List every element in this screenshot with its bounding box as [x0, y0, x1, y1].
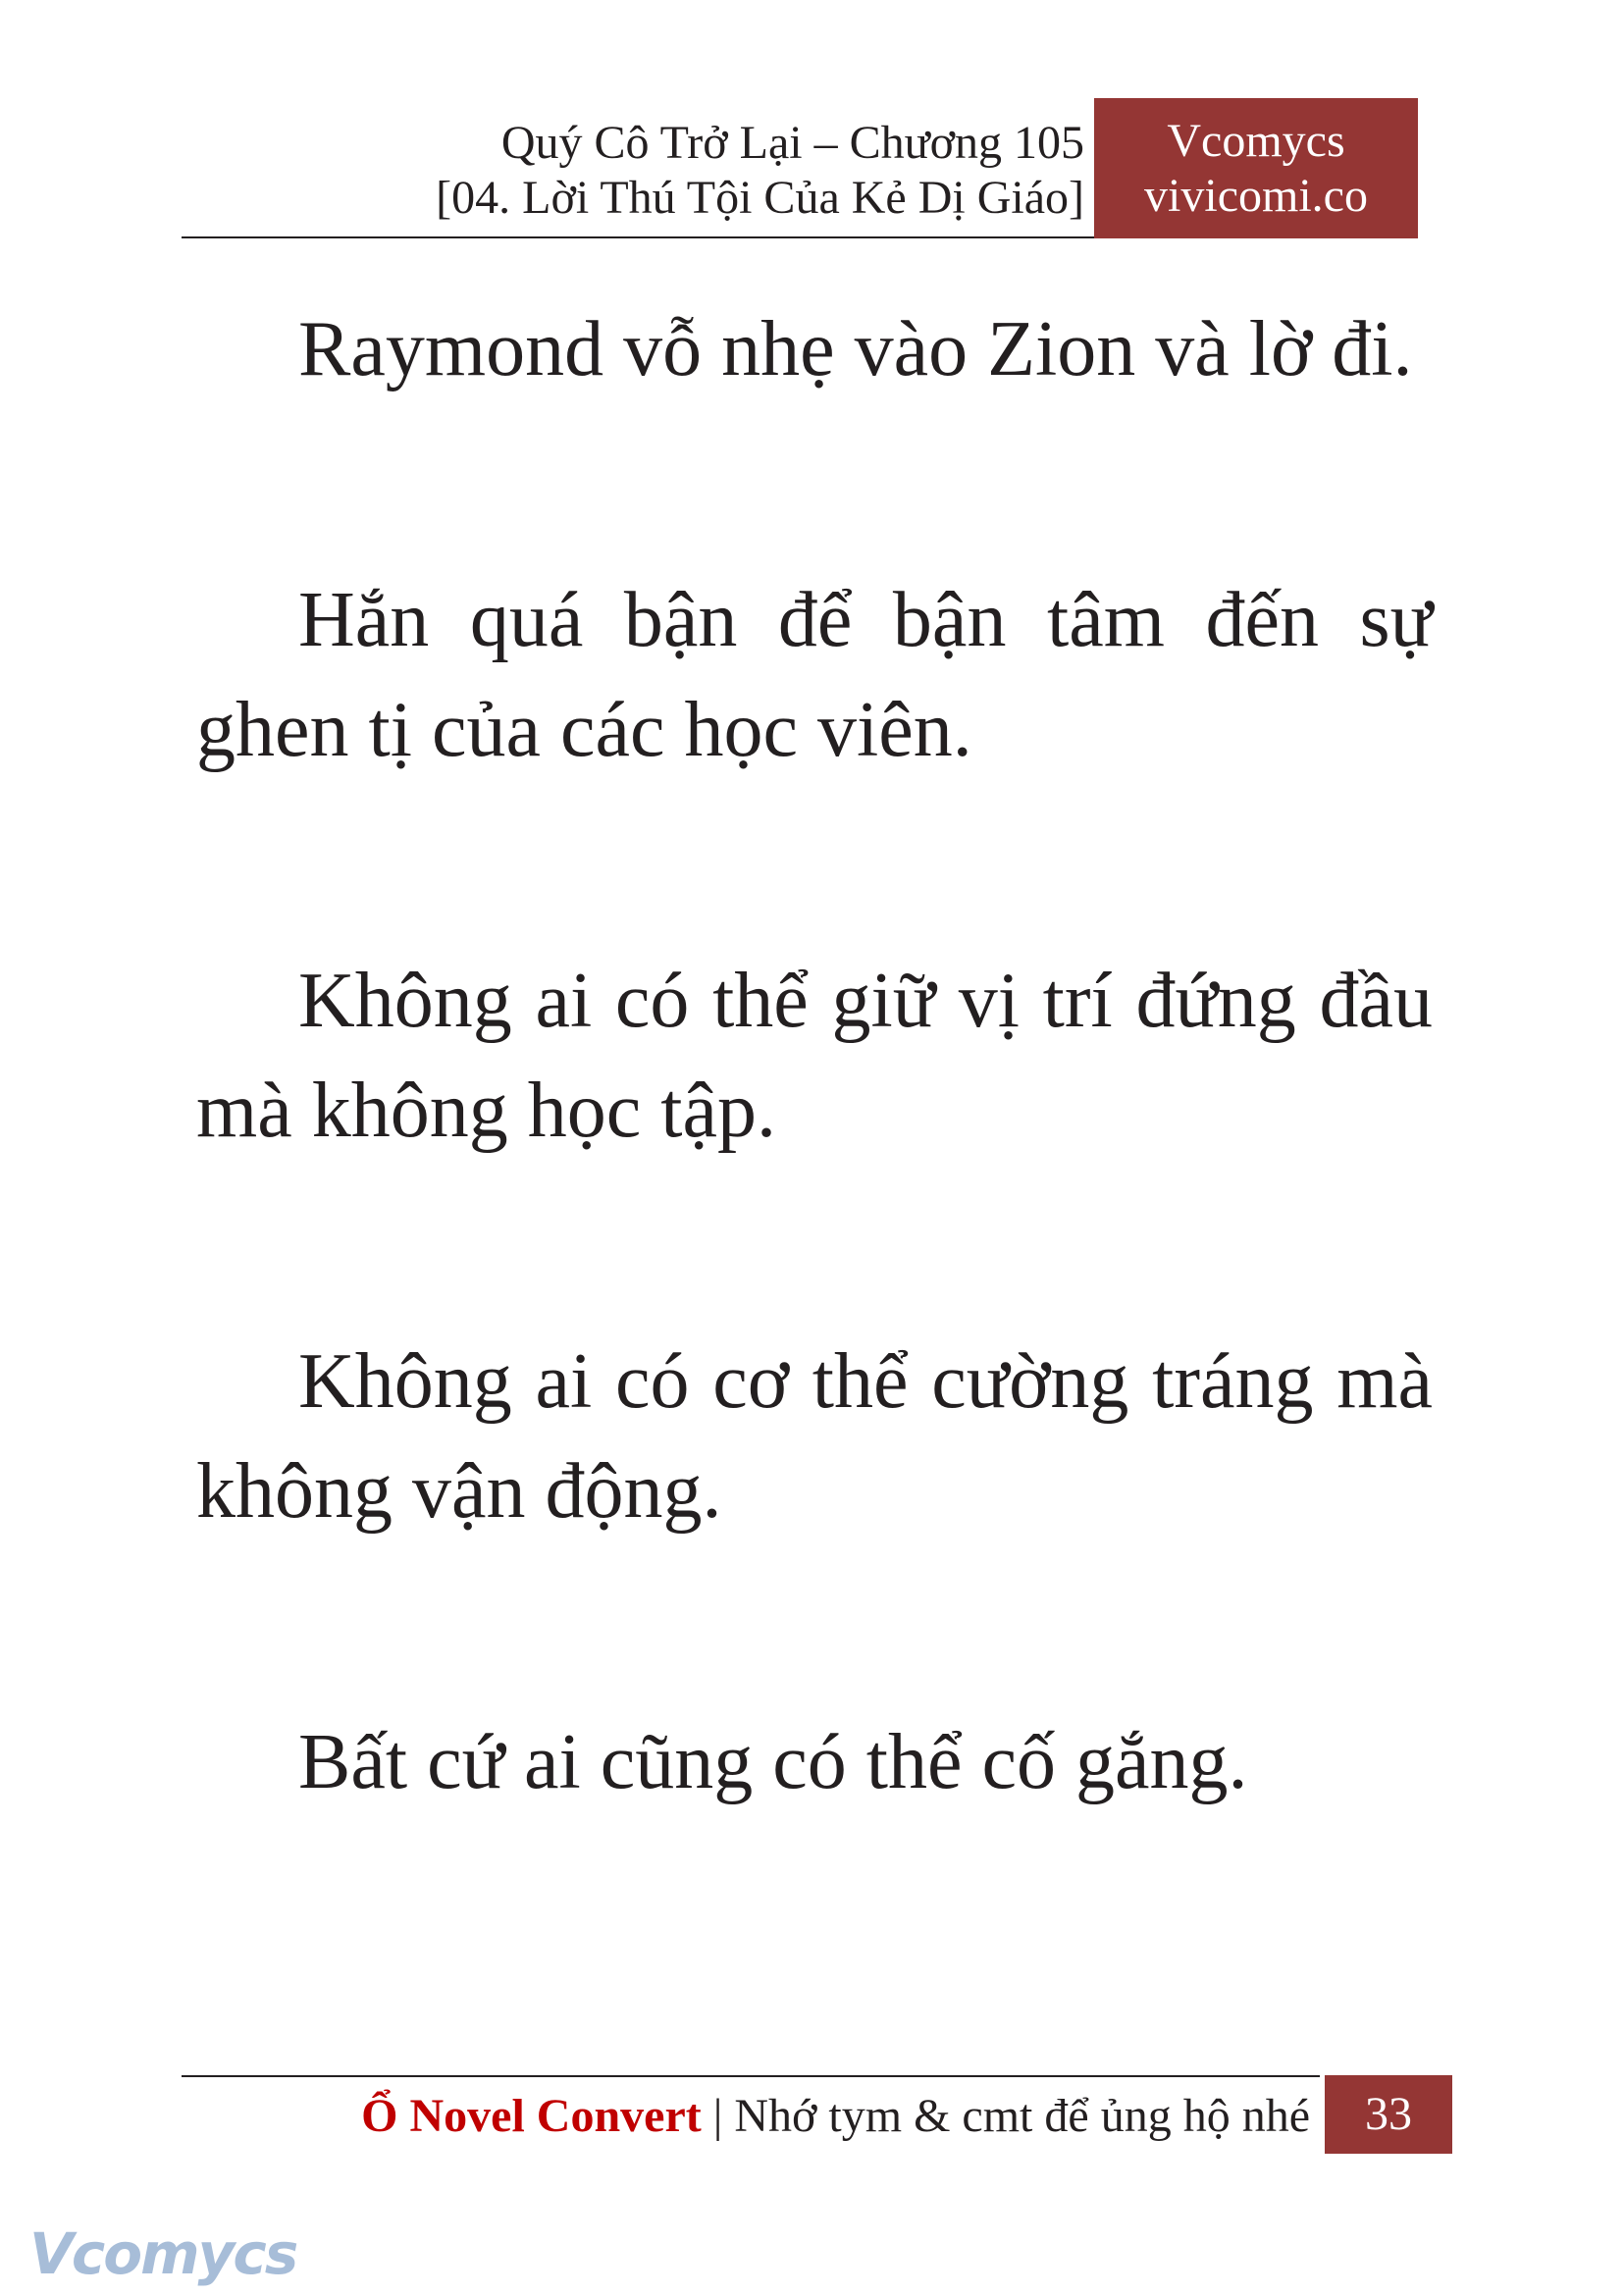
footer-separator: | [701, 2090, 735, 2142]
page-footer [182, 2075, 1452, 2154]
paragraph: Không ai có cơ thể cường tráng mà không vận động. [196, 1338, 1433, 1535]
footer-text [361, 2087, 1310, 2146]
footer-brand: Ổ Novel Convert [361, 2090, 702, 2142]
paragraph: Raymond vỗ nhẹ vào Zion và lờ đi. [298, 306, 1413, 392]
page-header [182, 98, 1418, 238]
brand-site: vivicomi.co [1144, 170, 1368, 222]
header-brand-box [1094, 98, 1418, 238]
watermark-logo: Vcomycs [29, 2220, 297, 2287]
page-number: 33 [1325, 2075, 1452, 2154]
footer-divider [182, 2075, 1320, 2077]
chapter-title-line1: Quý Cô Trở Lại – Chương 105 [500, 117, 1084, 169]
chapter-title [436, 116, 1084, 226]
paragraph: Hắn quá bận để bận tâm đến sự ghen tị của các học viên. [196, 577, 1433, 773]
header-divider [182, 236, 1094, 238]
paragraph: Bất cứ ai cũng có thể cố gắng. [298, 1719, 1248, 1805]
chapter-title-line2: [04. Lời Thú Tội Của Kẻ Dị Giáo] [436, 172, 1084, 224]
paragraph: Không ai có thể giữ vị trí đứng đầu mà không học tập. [196, 958, 1433, 1154]
page-content [196, 294, 1433, 1978]
brand-name: Vcomycs [1167, 115, 1345, 167]
footer-message: Nhớ tym & cmt để ủng hộ nhé [734, 2090, 1310, 2142]
